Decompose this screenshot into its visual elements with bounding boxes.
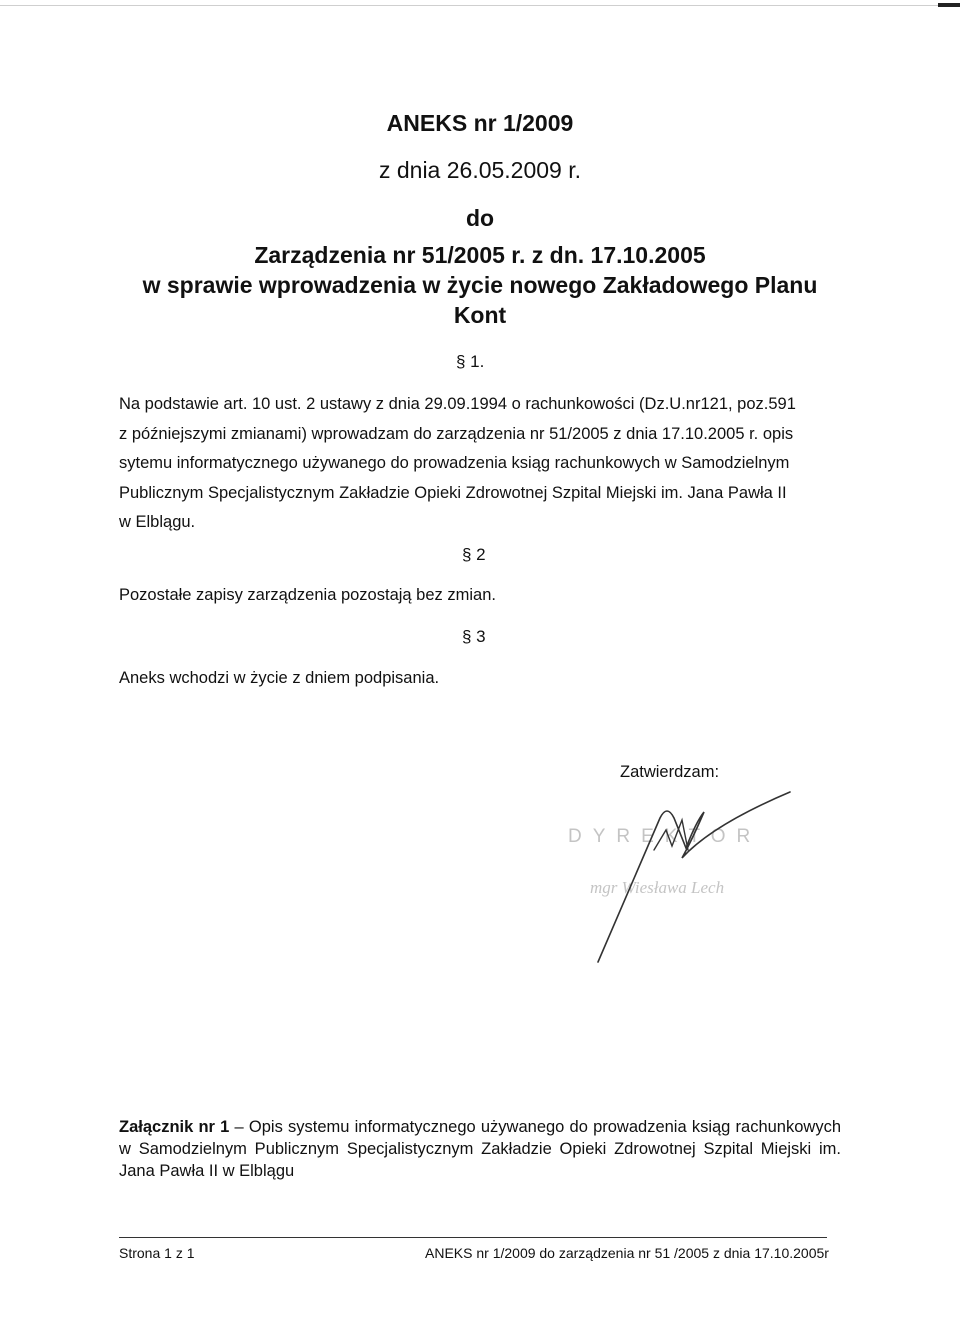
annex-text: – Opis systemu informatycznego używanego do prowadzenia ksiąg rachunkowych w Samodzielnym Publicznym Specjalistycznym Zakładzie Opieki Zdrowotnej Szpital Miejski im. Jana Pawła II w Elblągu — [119, 1118, 841, 1180]
section-2-mark: § 2 — [462, 545, 486, 564]
section-1-mark: § 1. — [456, 352, 485, 371]
approval-label: Zatwierdzam: — [620, 763, 720, 781]
annex-label: Załącznik nr 1 — [119, 1118, 230, 1136]
section-3-text: Aneks wchodzi w życie z dniem podpisania. — [119, 669, 440, 687]
document-do: do — [465, 205, 495, 231]
subject-line-1: Zarządzenia nr 51/2005 r. z dn. 17.10.2005 — [254, 242, 706, 268]
document-date: z dnia 26.05.2009 r. — [378, 157, 582, 183]
section-1-line: sytemu informatycznego używanego do prowadzenia ksiąg rachunkowych w Samodzielnym — [119, 454, 790, 472]
stamp-title: DYREKTOR — [568, 826, 762, 847]
section-1-line: w Elblągu. — [119, 513, 196, 531]
section-1-line: Publicznym Specjalistycznym Zakładzie Opieki Zdrowotnej Szpital Miejski im. Jana Pawła II — [119, 483, 787, 502]
subject-line-2: w sprawie wprowadzenia w życie nowego Zakładowego Planu — [142, 272, 818, 298]
document-subject — [0, 240, 960, 330]
footer-document-ref: ANEKS nr 1/2009 do zarządzenia nr 51 /2005 z dnia 17.10.2005r — [425, 1245, 829, 1261]
scan-edge-mark — [938, 3, 960, 7]
section-2-text: Pozostałe zapisy zarządzenia pozostają bez zmian. — [119, 586, 496, 604]
scan-edge-line — [0, 5, 960, 6]
section-1-body — [119, 390, 844, 538]
annex-note — [119, 1116, 841, 1182]
document-title: ANEKS nr 1/2009 — [386, 110, 574, 136]
footer-rule — [119, 1237, 827, 1238]
handwritten-signature — [592, 790, 812, 970]
section-1-line: Na podstawie art. 10 ust. 2 ustawy z dnia 29.09.1994 o rachunkowości (Dz.U.nr121, poz.591 — [119, 395, 796, 413]
subject-line-3: Kont — [453, 302, 507, 328]
footer-page-number: Strona 1 z 1 — [119, 1245, 195, 1261]
section-1-line: z późniejszymi zmianami) wprowadzam do zarządzenia nr 51/2005 z dnia 17.10.2005 r. opis — [119, 424, 794, 443]
stamp-name: mgr Wiesława Lech — [590, 878, 725, 897]
section-3-mark: § 3 — [462, 627, 486, 646]
